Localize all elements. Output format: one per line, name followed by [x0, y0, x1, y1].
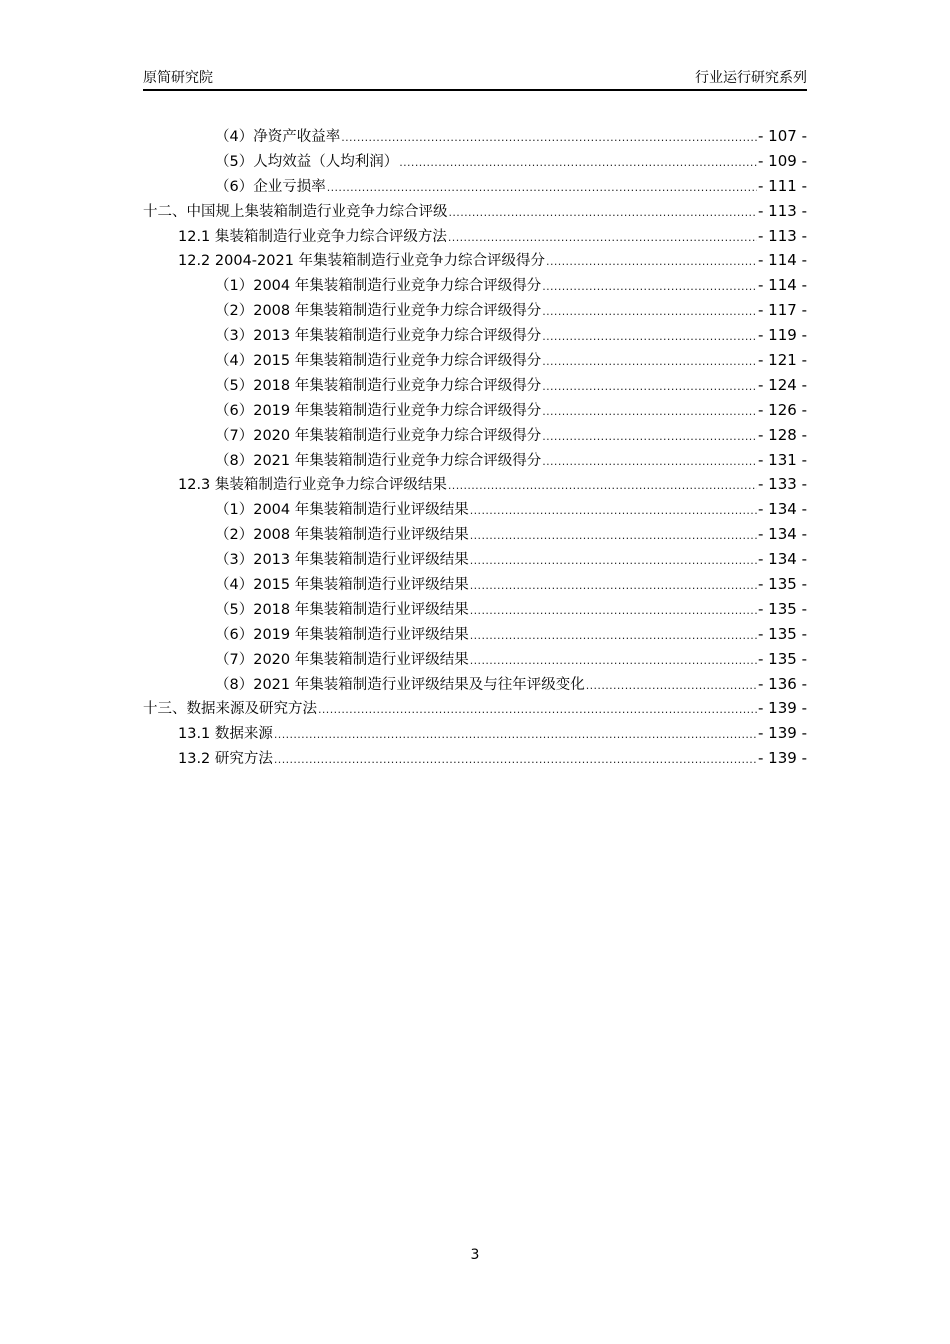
- toc-entry-page: - 124 -: [758, 375, 807, 394]
- dot-leader: [542, 350, 757, 375]
- toc-entry[interactable]: [143, 149, 807, 174]
- toc-entry-page: - 135 -: [758, 624, 807, 643]
- toc-entry[interactable]: [143, 423, 807, 448]
- dot-leader: [546, 250, 757, 275]
- toc-entry-title: （8）2021 年集装箱制造行业评级结果及与往年评级变化: [215, 676, 585, 693]
- toc-entry[interactable]: [143, 497, 807, 522]
- toc-entry-page: - 133 -: [758, 475, 807, 494]
- toc-entry-page: - 134 -: [758, 525, 807, 544]
- dot-leader: [542, 400, 757, 425]
- toc-entry-page: - 128 -: [758, 425, 807, 444]
- toc-entry-page: - 139 -: [758, 749, 807, 768]
- toc-entry-page: - 113 -: [758, 226, 807, 245]
- dot-leader: [448, 226, 757, 251]
- toc-entry-title: （4）2015 年集装箱制造行业竞争力综合评级得分: [215, 353, 542, 370]
- toc-entry-page: - 135 -: [758, 599, 807, 618]
- dot-leader: [470, 499, 757, 524]
- toc-entry-title: （6）2019 年集装箱制造行业竞争力综合评级得分: [215, 402, 542, 419]
- toc-entry-page: - 113 -: [758, 201, 807, 220]
- toc-entry-title: 十三、数据来源及研究方法: [143, 701, 317, 718]
- toc-entry-title: （2）2008 年集装箱制造行业评级结果: [215, 527, 469, 544]
- toc-entry-title: （5）人均效益（人均利润）: [215, 153, 399, 170]
- dot-leader: [542, 375, 757, 400]
- header-org-name: 原简研究院: [143, 70, 213, 86]
- toc-entry[interactable]: [143, 124, 807, 149]
- toc-entry-page: - 134 -: [758, 550, 807, 569]
- toc-entry-title: 13.1 数据来源: [178, 726, 273, 743]
- table-of-contents: [143, 124, 807, 771]
- toc-entry-page: - 117 -: [758, 301, 807, 320]
- dot-leader: [470, 624, 757, 649]
- toc-entry[interactable]: [143, 373, 807, 398]
- toc-entry-title: （5）2018 年集装箱制造行业评级结果: [215, 601, 469, 618]
- toc-chapter[interactable]: [143, 199, 807, 224]
- toc-entry-page: - 131 -: [758, 450, 807, 469]
- toc-entry-title: （7）2020 年集装箱制造行业评级结果: [215, 651, 469, 668]
- toc-entry-title: 12.1 集装箱制造行业竞争力综合评级方法: [178, 228, 447, 245]
- toc-entry[interactable]: [143, 273, 807, 298]
- toc-entry-page: - 135 -: [758, 575, 807, 594]
- toc-section[interactable]: [143, 746, 807, 771]
- toc-entry[interactable]: [143, 622, 807, 647]
- toc-entry[interactable]: [143, 174, 807, 199]
- toc-entry-title: （3）2013 年集装箱制造行业竞争力综合评级得分: [215, 328, 542, 345]
- dot-leader: [542, 300, 757, 325]
- dot-leader: [542, 450, 757, 475]
- toc-entry[interactable]: [143, 522, 807, 547]
- dot-leader: [542, 325, 757, 350]
- toc-entry[interactable]: [143, 448, 807, 473]
- toc-entry[interactable]: [143, 298, 807, 323]
- toc-entry-title: （8）2021 年集装箱制造行业竞争力综合评级得分: [215, 452, 542, 469]
- toc-entry-title: 12.3 集装箱制造行业竞争力综合评级结果: [178, 477, 447, 494]
- toc-entry-page: - 107 -: [758, 127, 807, 145]
- toc-section[interactable]: [143, 721, 807, 746]
- toc-entry-title: 十二、中国规上集装箱制造行业竞争力综合评级: [143, 203, 448, 220]
- toc-entry[interactable]: [143, 348, 807, 373]
- toc-entry-title: （5）2018 年集装箱制造行业竞争力综合评级得分: [215, 377, 542, 394]
- toc-entry-title: 13.2 研究方法: [178, 751, 273, 768]
- toc-entry-page: - 139 -: [758, 724, 807, 743]
- dot-leader: [542, 425, 757, 450]
- dot-leader: [470, 599, 757, 624]
- dot-leader: [274, 748, 757, 773]
- toc-entry-title: （3）2013 年集装箱制造行业评级结果: [215, 552, 469, 569]
- dot-leader: [274, 723, 757, 748]
- page-header: [143, 67, 807, 91]
- toc-entry-title: （1）2004 年集装箱制造行业竞争力综合评级得分: [215, 278, 542, 295]
- toc-entry-title: （7）2020 年集装箱制造行业竞争力综合评级得分: [215, 427, 542, 444]
- page-number: 3: [470, 1247, 480, 1263]
- dot-leader: [327, 176, 757, 201]
- dot-leader: [341, 126, 757, 151]
- toc-entry-page: - 114 -: [758, 251, 807, 270]
- toc-entry[interactable]: [143, 572, 807, 597]
- toc-entry-title: （6）2019 年集装箱制造行业评级结果: [215, 626, 469, 643]
- toc-entry-title: （2）2008 年集装箱制造行业竞争力综合评级得分: [215, 303, 542, 320]
- toc-entry-page: - 136 -: [758, 674, 807, 693]
- dot-leader: [470, 649, 757, 674]
- toc-chapter[interactable]: [143, 696, 807, 721]
- toc-entry-title: （4）2015 年集装箱制造行业评级结果: [215, 577, 469, 594]
- toc-entry[interactable]: [143, 647, 807, 672]
- toc-entry-page: - 121 -: [758, 351, 807, 370]
- dot-leader: [542, 275, 757, 300]
- dot-leader: [449, 201, 758, 226]
- toc-section[interactable]: [143, 472, 807, 497]
- toc-entry-page: - 109 -: [758, 151, 807, 170]
- toc-entry-page: - 119 -: [758, 326, 807, 345]
- toc-entry[interactable]: [143, 672, 807, 697]
- toc-section[interactable]: [143, 224, 807, 249]
- toc-entry[interactable]: [143, 597, 807, 622]
- dot-leader: [470, 549, 757, 574]
- dot-leader: [586, 674, 757, 699]
- toc-entry-title: （6）企业亏损率: [215, 178, 326, 195]
- dot-leader: [470, 574, 757, 599]
- header-series-name: 行业运行研究系列: [695, 70, 807, 86]
- toc-entry[interactable]: [143, 398, 807, 423]
- toc-section[interactable]: [143, 248, 807, 273]
- toc-entry[interactable]: [143, 547, 807, 572]
- dot-leader: [470, 524, 757, 549]
- toc-entry-page: - 126 -: [758, 400, 807, 419]
- toc-entry-title: （1）2004 年集装箱制造行业评级结果: [215, 502, 469, 519]
- toc-entry-title: 12.2 2004-2021 年集装箱制造行业竞争力综合评级得分: [178, 253, 546, 270]
- toc-entry-title: （4）净资产收益率: [215, 129, 341, 145]
- toc-entry-page: - 111 -: [758, 176, 807, 195]
- toc-entry[interactable]: [143, 323, 807, 348]
- dot-leader: [399, 151, 757, 176]
- toc-entry-page: - 114 -: [758, 276, 807, 295]
- dot-leader: [448, 474, 757, 499]
- toc-entry-page: - 135 -: [758, 649, 807, 668]
- toc-entry-page: - 139 -: [758, 699, 807, 718]
- dot-leader: [318, 698, 757, 723]
- toc-entry-page: - 134 -: [758, 500, 807, 519]
